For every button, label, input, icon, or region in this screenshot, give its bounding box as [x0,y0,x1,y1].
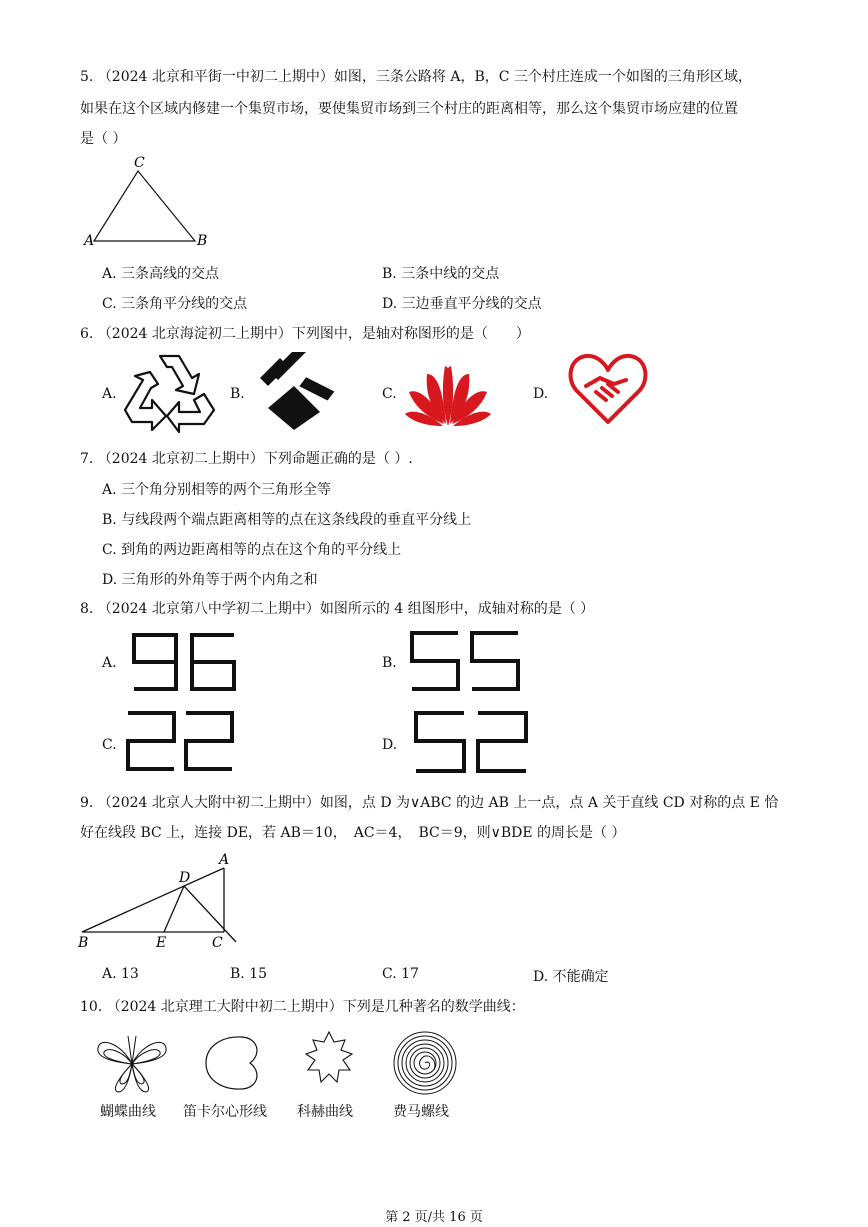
q6-label-d: D. [533,386,549,402]
q5-stem-line2: 如果在这个区域内修建一个集贸市场，要使集贸市场到三个村庄的距离相等，那么这个集贸市场应建的位置 [80,101,738,117]
q9-option-c: C. 17 [382,966,419,982]
q5-option-d: D. 三边垂直平分线的交点 [382,296,542,312]
q5-option-c: C. 三条角平分线的交点 [102,296,248,312]
q10-stem: 10. （2024 北京理工大附中初二上期中）下列是几种著名的数学曲线： [80,999,525,1015]
butterfly-curve-figure [94,1034,170,1094]
q9-label-d: D [179,870,191,886]
q5-label-a: A [84,233,95,249]
bank-logo-icon [252,350,336,434]
q8-label-b: B. [382,655,397,671]
q7-stem: 7. （2024 北京初二上期中）下列命题正确的是（ ）. [80,451,413,467]
q8-figure-c [124,710,238,772]
caption-koch-curve: 科赫曲线 [297,1104,353,1120]
cardioid-figure [202,1034,262,1092]
q5-triangle-figure [80,155,220,255]
q9-label-e: E [156,935,167,951]
huawei-logo-icon [403,360,493,428]
q9-option-a: A. 13 [102,966,139,982]
q5-option-a: A. 三条高线的交点 [102,266,220,282]
q8-stem: 8. （2024 北京第八中学初二上期中）如图所示的 4 组图形中，成轴对称的是（ ） [80,601,595,617]
q7-option-a: A. 三个角分别相等的两个三角形全等 [102,482,332,498]
q7-option-c: C. 到角的两边距离相等的点在这个角的平分线上 [102,542,402,558]
q6-label-a: A. [102,386,117,402]
q6-label-c: C. [382,386,397,402]
fermat-spiral-figure [392,1030,458,1096]
q9-stem-line2: 好在线段 BC 上，连接 DE，若 AB＝10， AC＝4， BC＝9，则∨BDE 的周长是（ ） [80,825,626,841]
q5-stem-line3: 是（ ） [80,131,127,147]
koch-curve-figure [296,1030,362,1094]
q9-label-c: C [212,935,223,951]
q9-stem-line1: 9. （2024 北京人大附中初二上期中）如图，点 D 为∨ABC 的边 AB 上一点，点 A 关于直线 CD 对称的点 E 恰 [80,795,779,811]
caption-cardioid: 笛卡尔心形线 [183,1104,267,1120]
q9-label-a: A [219,852,230,868]
q8-label-c: C. [102,737,117,753]
page-number: 第 2 页/共 16 页 [385,1210,483,1225]
q6-label-b: B. [230,386,245,402]
q8-label-d: D. [382,737,398,753]
q9-label-b: B [78,935,89,951]
q8-label-a: A. [102,655,117,671]
q6-stem: 6. （2024 北京海淀初二上期中）下列图中，是轴对称图形的是（ ） [80,326,530,342]
q5-option-b: B. 三条中线的交点 [382,266,500,282]
q7-option-d: D. 三角形的外角等于两个内角之和 [102,572,318,588]
q5-stem-line1: 5. （2024 北京和平街一中初二上期中）如图，三条公路将 A，B，C 三个村庄连成一个如图的三角形区域， [80,69,752,85]
heart-handshake-icon [566,352,650,426]
caption-butterfly-curve: 蝴蝶曲线 [100,1104,156,1120]
q9-triangle-figure [76,848,246,952]
q5-label-b: B [197,233,208,249]
q8-figure-d [412,710,532,774]
q9-option-d: D. 不能确定 [533,969,609,985]
q7-option-b: B. 与线段两个端点距离相等的点在这条线段的垂直平分线上 [102,512,472,528]
q5-label-c: C [134,155,145,171]
caption-fermat-spiral: 费马螺线 [393,1104,449,1120]
recycle-icon [122,350,217,435]
q8-figure-b [408,630,524,692]
q9-option-b: B. 15 [230,966,268,982]
q8-figure-a [130,632,242,692]
